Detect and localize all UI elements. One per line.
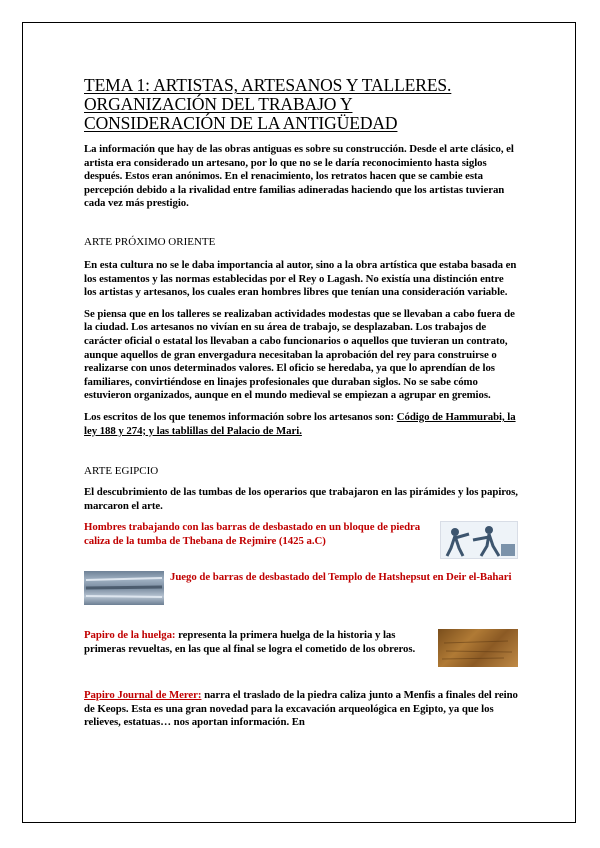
papyrus-image xyxy=(438,629,518,667)
papiro-huelga-text: representa la primera huelga de la historia y las primeras revueltas, en las que al final se logra el cometido de los obreros. xyxy=(84,629,416,655)
proximo-oriente-paragraph-3 xyxy=(84,411,518,438)
page-title xyxy=(84,76,518,133)
papyrus-texture-icon xyxy=(438,629,518,667)
caption-workers: Hombres trabajando con las barras de desbastado en un bloque de piedra caliza de la tumba de Thebana de Rejmire (1425 a.C) xyxy=(84,521,421,547)
document-body xyxy=(84,76,518,730)
workers-figures-icon xyxy=(441,522,517,558)
title-line-1: TEMA 1: ARTISTAS, ARTESANOS Y TALLERES. xyxy=(84,75,452,95)
papiro-merer-paragraph xyxy=(84,689,518,730)
papiro-merer-title: Papiro Journal de Merer: xyxy=(84,689,202,702)
sources-list: Código de Hammurabi, la ley 188 y 274; y las tablillas del Palacio de Mari. xyxy=(84,410,516,437)
figure-row-bars xyxy=(84,571,518,605)
caption-bars: Juego de barras de desbastado del Templo de Hatshepsut en Deir el-Bahari xyxy=(170,571,512,584)
title-line-3: CONSIDERACIÓN DE LA ANTIGÜEDAD xyxy=(84,113,398,133)
proximo-oriente-paragraph-2: Se piensa que en los talleres se realizaban actividades modestas que se llevaban a cabo fuera de la ciudad. Los artesanos no vivían en su área de trabajo, se desplazaban. Los trabajos de carácter oficial o estatal los llevaban a cabo funcionarios o aquellos que tuvieran un contrato, aunque aquellos de gran envergadura necesitaban la aprobación del rey para construirse o realizarse con unos determinados valores. El oficio se heredaba, ya que lo aprendían de los familiares, convirtiéndose en linajes profesionales que duraban siglos. No se sabe cómo estuvieron organizados, aunque en el mundo medieval se empiezan a agrupar en gremios. xyxy=(84,307,515,402)
papiro-huelga-title: Papiro de la huelga: xyxy=(84,629,176,642)
section-heading-proximo-oriente: ARTE PRÓXIMO ORIENTE xyxy=(84,235,216,248)
papiro-huelga-paragraph xyxy=(84,629,430,656)
intro-paragraph: La información que hay de las obras antiguas es sobre su construcción. Desde el arte clásico, el artista era considerado un artesano, por lo que no se le daría reconocimiento hasta siglos después. Estos eran anónimos. En el renacimiento, los retratos hacen que se cambie esta percepción debido a la rivalidad entre familias adineradas haciendo que los artistas tuvieran cada vez más prestigio. xyxy=(84,143,514,210)
bars-tools-icon xyxy=(84,571,164,605)
figure-row-papiro-huelga xyxy=(84,629,518,667)
sources-prefix: Los escritos de los que tenemos información sobre los artesanos son: xyxy=(84,410,397,423)
papiro-merer-text: narra el traslado de la piedra caliza junto a Menfis a finales del reino de Keops. Esta es una gran novedad para la excavación arqueológica en Egipto, ya que los relieves, estatuas… nos aportan información. En xyxy=(84,689,518,729)
figure-row-workers xyxy=(84,521,518,559)
proximo-oriente-paragraph-1: En esta cultura no se le daba importancia al autor, sino a la obra artística que estaba basada en los estamentos y las normas establecidas por el Rey o Lagash. No existía una distinción entre los artistas y artesanos, los cuales eran hombres libres que tenían una consideración variable. xyxy=(84,258,517,299)
bars-tools-image xyxy=(84,571,164,605)
egipcio-paragraph-1: El descubrimiento de las tumbas de los operarios que trabajaron en las pirámides y los papiros, marcaron el arte. xyxy=(84,486,518,512)
section-heading-egipcio: ARTE EGIPCIO xyxy=(84,465,159,478)
workers-relief-image xyxy=(440,521,518,559)
title-line-2: ORGANIZACIÓN DEL TRABAJO Y xyxy=(84,94,353,114)
